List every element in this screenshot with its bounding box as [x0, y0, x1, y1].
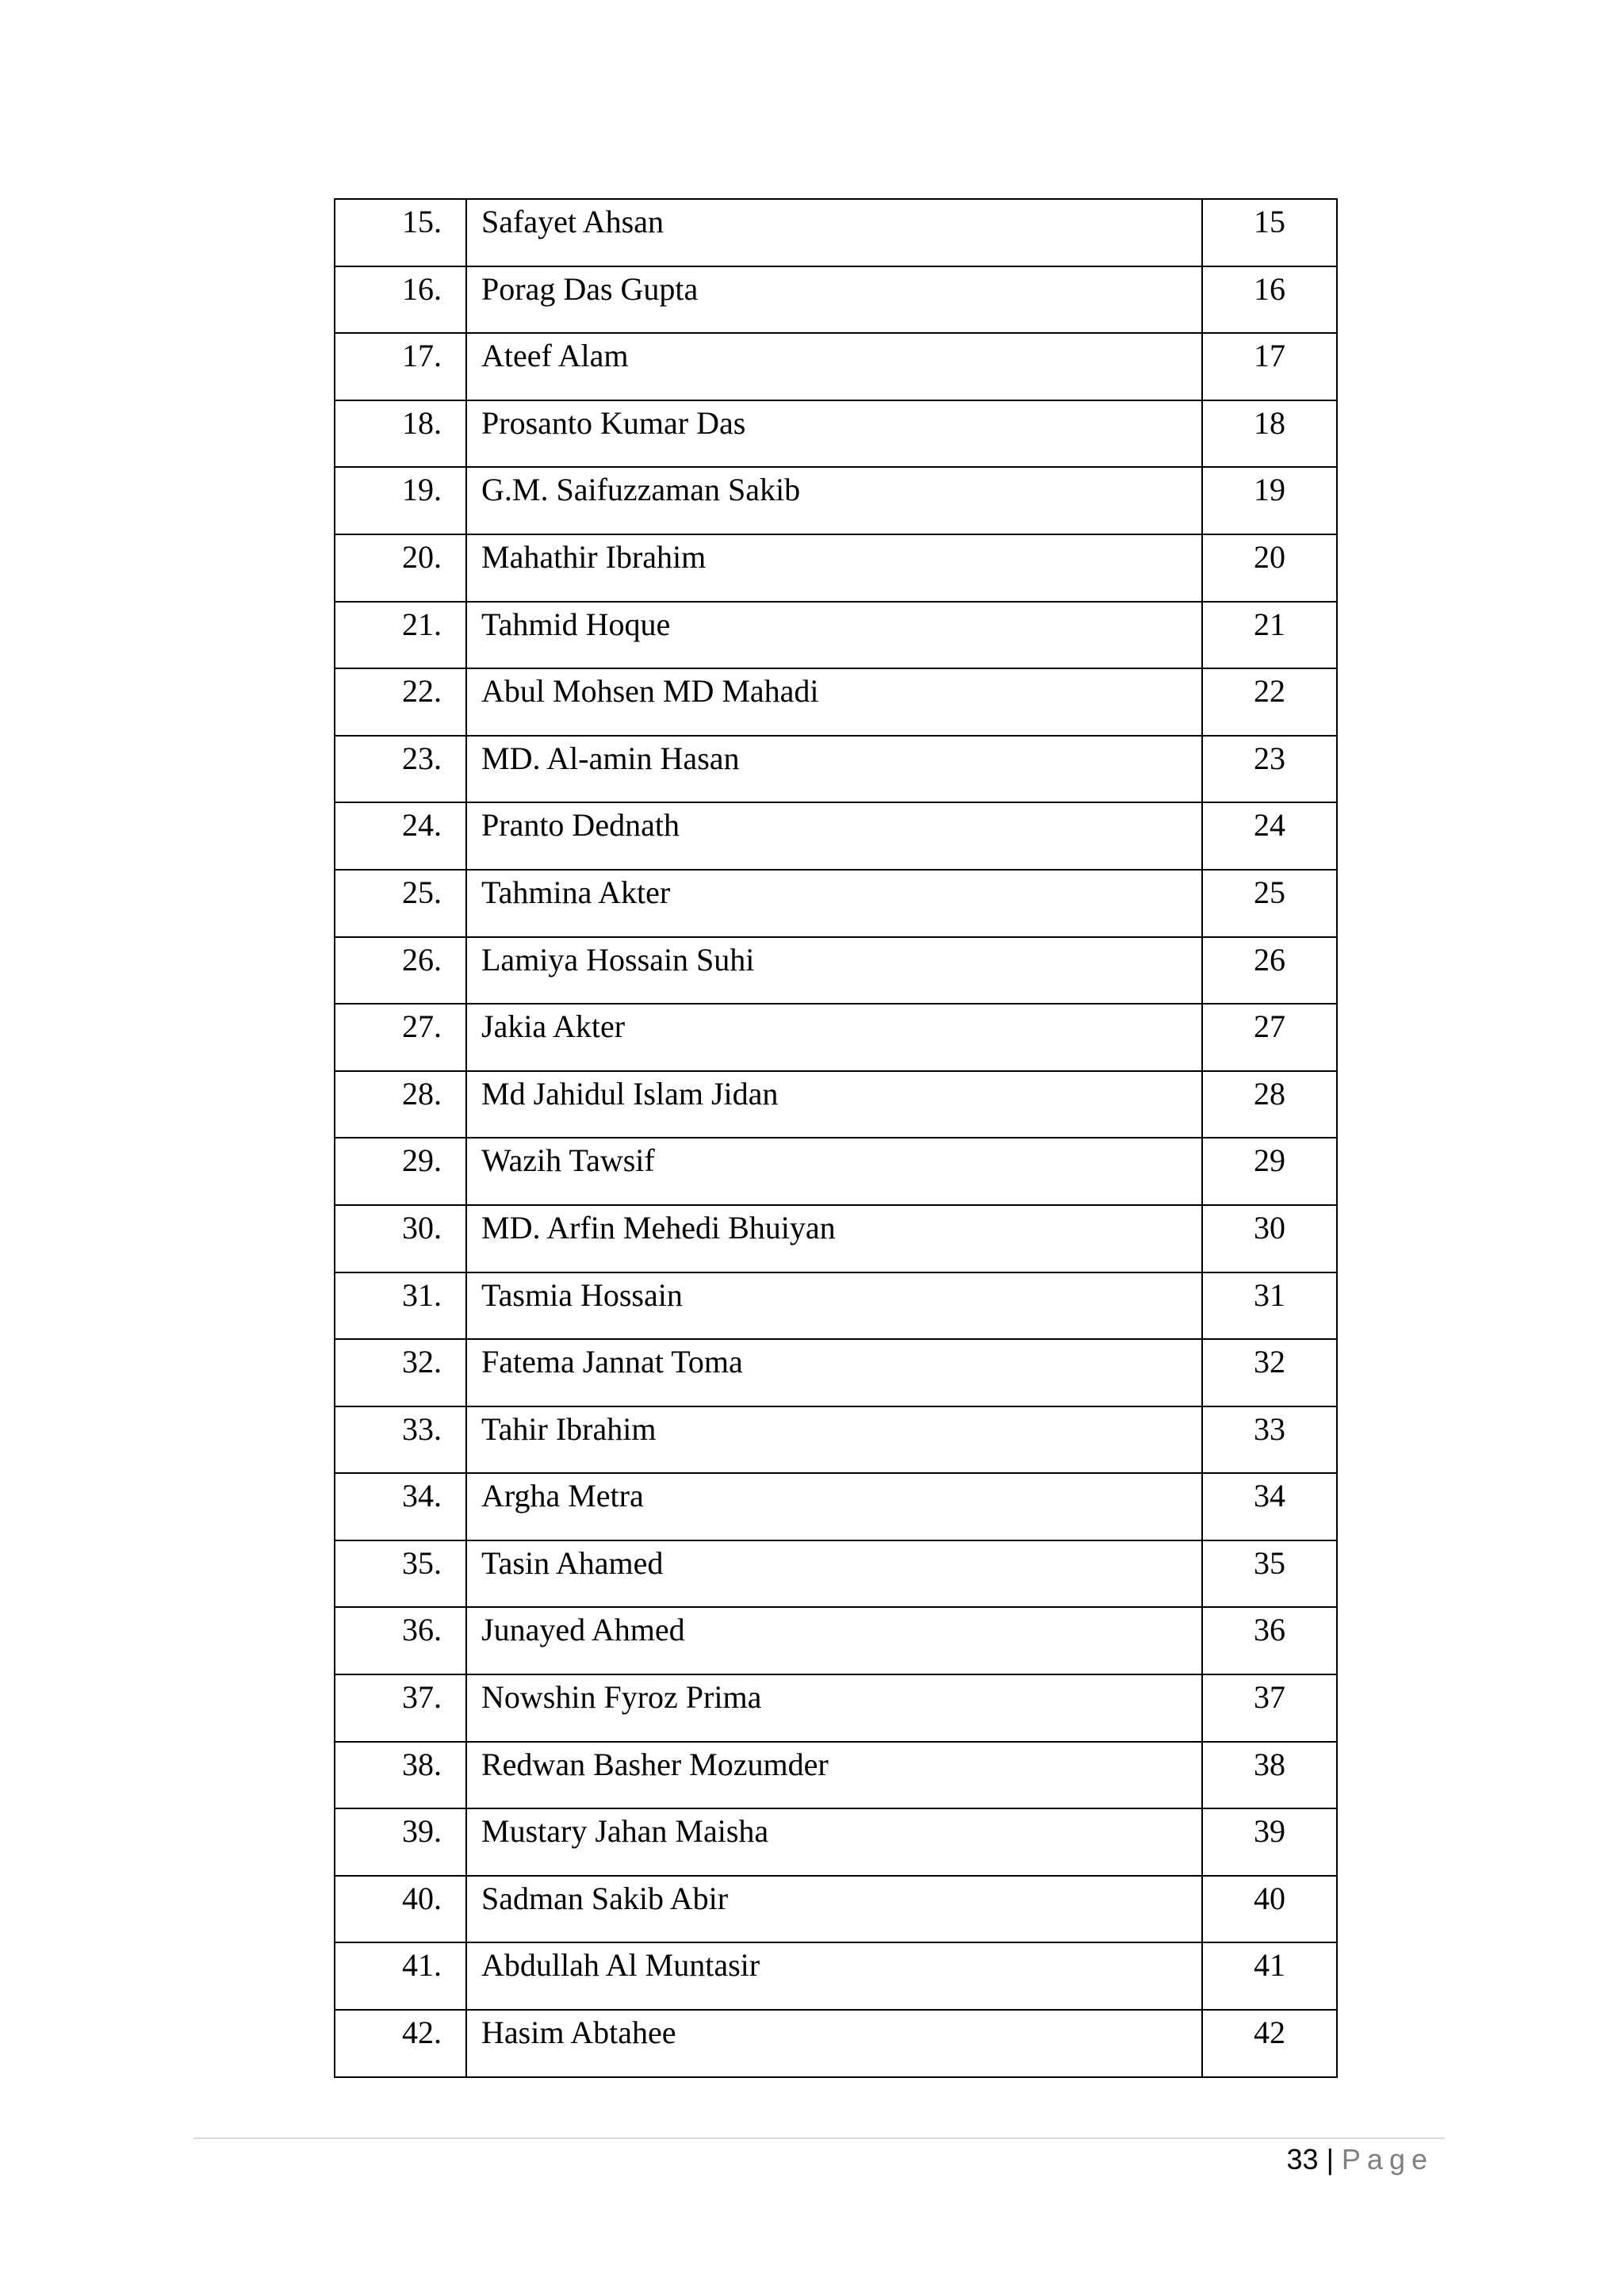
table-row: [335, 2010, 1337, 2077]
serial-number-cell: 31.: [335, 1272, 466, 1340]
student-name-cell: Hasim Abtahee: [466, 2010, 1202, 2077]
serial-number-cell: 32.: [335, 1339, 466, 1406]
roll-number-cell: 25: [1202, 870, 1337, 937]
serial-number-cell: 18.: [335, 400, 466, 468]
roll-number-cell: 28: [1202, 1071, 1337, 1138]
student-name-cell: Abul Mohsen MD Mahadi: [466, 668, 1202, 736]
roll-number-cell: 41: [1202, 1942, 1337, 2010]
student-name-cell: Safayet Ahsan: [466, 199, 1202, 266]
serial-number-cell: 37.: [335, 1674, 466, 1742]
student-name-cell: Porag Das Gupta: [466, 266, 1202, 334]
serial-number-cell: 34.: [335, 1473, 466, 1540]
student-name-cell: Pranto Dednath: [466, 802, 1202, 870]
serial-number-cell: 38.: [335, 1742, 466, 1809]
student-name-cell: Lamiya Hossain Suhi: [466, 937, 1202, 1004]
student-name-cell: Sadman Sakib Abir: [466, 1876, 1202, 1943]
student-name-cell: Fatema Jannat Toma: [466, 1339, 1202, 1406]
student-name-cell: MD. Arfin Mehedi Bhuiyan: [466, 1205, 1202, 1272]
table-row: [335, 1674, 1337, 1742]
table-row: [335, 199, 1337, 266]
serial-number-cell: 26.: [335, 937, 466, 1004]
roll-number-cell: 15: [1202, 199, 1337, 266]
table-row: [335, 1540, 1337, 1608]
student-name-cell: Tahmina Akter: [466, 870, 1202, 937]
table-row: [335, 266, 1337, 334]
serial-number-cell: 27.: [335, 1004, 466, 1071]
table-row: [335, 602, 1337, 669]
roll-number-cell: 40: [1202, 1876, 1337, 1943]
student-name-cell: Abdullah Al Muntasir: [466, 1942, 1202, 2010]
page-label: Page: [1341, 2143, 1434, 2175]
table-row: [335, 1406, 1337, 1474]
serial-number-cell: 40.: [335, 1876, 466, 1943]
student-name-cell: Jakia Akter: [466, 1004, 1202, 1071]
serial-number-cell: 25.: [335, 870, 466, 937]
table-row: [335, 534, 1337, 602]
table-row: [335, 937, 1337, 1004]
serial-number-cell: 22.: [335, 668, 466, 736]
table-row: [335, 1138, 1337, 1205]
serial-number-cell: 30.: [335, 1205, 466, 1272]
table-row: [335, 467, 1337, 534]
table-row: [335, 870, 1337, 937]
table-row: [335, 1339, 1337, 1406]
page-number: 33: [1286, 2143, 1319, 2175]
student-name-cell: Tasmia Hossain: [466, 1272, 1202, 1340]
roll-number-cell: 24: [1202, 802, 1337, 870]
student-list-body: [335, 199, 1337, 2077]
table-row: [335, 1808, 1337, 1876]
roll-number-cell: 30: [1202, 1205, 1337, 1272]
serial-number-cell: 33.: [335, 1406, 466, 1474]
roll-number-cell: 42: [1202, 2010, 1337, 2077]
serial-number-cell: 36.: [335, 1607, 466, 1674]
table-row: [335, 1004, 1337, 1071]
serial-number-cell: 21.: [335, 602, 466, 669]
table-row: [335, 1205, 1337, 1272]
roll-number-cell: 27: [1202, 1004, 1337, 1071]
serial-number-cell: 41.: [335, 1942, 466, 2010]
footer-separator: |: [1326, 2143, 1334, 2175]
table-row: [335, 1473, 1337, 1540]
serial-number-cell: 29.: [335, 1138, 466, 1205]
table-row: [335, 668, 1337, 736]
table-row: [335, 1071, 1337, 1138]
roll-number-cell: 34: [1202, 1473, 1337, 1540]
serial-number-cell: 39.: [335, 1808, 466, 1876]
roll-number-cell: 19: [1202, 467, 1337, 534]
student-name-cell: Wazih Tawsif: [466, 1138, 1202, 1205]
student-name-cell: Mustary Jahan Maisha: [466, 1808, 1202, 1876]
serial-number-cell: 28.: [335, 1071, 466, 1138]
roll-number-cell: 23: [1202, 736, 1337, 803]
table-row: [335, 1942, 1337, 2010]
roll-number-cell: 38: [1202, 1742, 1337, 1809]
roll-number-cell: 32: [1202, 1339, 1337, 1406]
student-name-cell: MD. Al-amin Hasan: [466, 736, 1202, 803]
serial-number-cell: 24.: [335, 802, 466, 870]
table-row: [335, 1607, 1337, 1674]
roll-number-cell: 18: [1202, 400, 1337, 468]
roll-number-cell: 35: [1202, 1540, 1337, 1608]
table-row: [335, 736, 1337, 803]
table-row: [335, 802, 1337, 870]
student-name-cell: Nowshin Fyroz Prima: [466, 1674, 1202, 1742]
roll-number-cell: 17: [1202, 333, 1337, 400]
roll-number-cell: 33: [1202, 1406, 1337, 1474]
footer-divider: [193, 2137, 1445, 2139]
student-name-cell: Ateef Alam: [466, 333, 1202, 400]
roll-number-cell: 26: [1202, 937, 1337, 1004]
serial-number-cell: 15.: [335, 199, 466, 266]
roll-number-cell: 36: [1202, 1607, 1337, 1674]
student-name-cell: Tahmid Hoque: [466, 602, 1202, 669]
roll-number-cell: 39: [1202, 1808, 1337, 1876]
student-name-cell: Redwan Basher Mozumder: [466, 1742, 1202, 1809]
roll-number-cell: 31: [1202, 1272, 1337, 1340]
roll-number-cell: 22: [1202, 668, 1337, 736]
student-name-cell: Argha Metra: [466, 1473, 1202, 1540]
serial-number-cell: 42.: [335, 2010, 466, 2077]
serial-number-cell: 17.: [335, 333, 466, 400]
roll-number-cell: 37: [1202, 1674, 1337, 1742]
table-row: [335, 400, 1337, 468]
serial-number-cell: 35.: [335, 1540, 466, 1608]
roll-number-cell: 20: [1202, 534, 1337, 602]
student-name-cell: Prosanto Kumar Das: [466, 400, 1202, 468]
table-row: [335, 1742, 1337, 1809]
serial-number-cell: 20.: [335, 534, 466, 602]
student-list-table: [334, 198, 1338, 2078]
table-row: [335, 1272, 1337, 1340]
serial-number-cell: 19.: [335, 467, 466, 534]
page-footer: [1287, 2141, 1434, 2179]
student-name-cell: Tahir Ibrahim: [466, 1406, 1202, 1474]
student-name-cell: Md Jahidul Islam Jidan: [466, 1071, 1202, 1138]
roll-number-cell: 16: [1202, 266, 1337, 334]
student-name-cell: Junayed Ahmed: [466, 1607, 1202, 1674]
serial-number-cell: 16.: [335, 266, 466, 334]
table-row: [335, 333, 1337, 400]
roll-number-cell: 21: [1202, 602, 1337, 669]
student-name-cell: Tasin Ahamed: [466, 1540, 1202, 1608]
student-name-cell: Mahathir Ibrahim: [466, 534, 1202, 602]
serial-number-cell: 23.: [335, 736, 466, 803]
roll-number-cell: 29: [1202, 1138, 1337, 1205]
table-row: [335, 1876, 1337, 1943]
student-name-cell: G.M. Saifuzzaman Sakib: [466, 467, 1202, 534]
